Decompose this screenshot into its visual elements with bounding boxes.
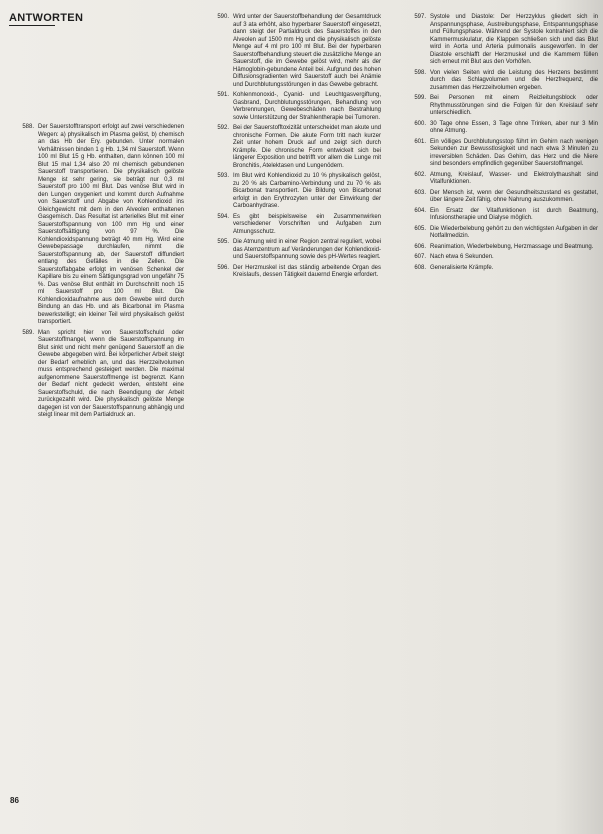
answer-text: Man spricht hier von Sauerstoffschuld oder Sauerstoffmangel, wenn die Sauerstoffspannung im Blut sinkt und nicht mehr genügend Sauerstoff an die Gewebe abgegeben wird. Bei körperlicher Arbeit steigt der Bedarf erheblich an, und das Herzzeitvolumen muss entsprechend gesteigert werden. Die maximal aufgenommene Sauerstoffmenge ist begrenzt. Kann der Bedarf nicht gedeckt werden, entsteht eine Sauerstoffschuld, die nach Beendigung der Arbeit zurückgezahlt wird. Die physikalisch gelöste Menge dagegen ist von der Sauerstoffspannung abhängig und steigt linear mit dem Partialdruck an. (38, 329, 185, 418)
answer-entry (199, 239, 381, 262)
answer-text: Generalisierte Krämpfe. (430, 264, 494, 271)
answer-text: Die Wiederbelebung gehört zu den wichtigsten Aufgaben in der Notfallmedizin. (430, 225, 598, 239)
page-number: 86 (10, 796, 19, 805)
answer-text: Reanimation, Wiederbelebung, Herzmassage und Beatmung. (430, 243, 594, 250)
answer-text: Systole und Diastole: Der Herzzyklus gliedert sich in Anspannungsphase, Austreibungsphase, Entspannungsphase und Füllungsphase. Während der Systole kontrahiert sich die Kammermuskulatur, die Klappen schließen sich und das Blut wird in Aorta und Arteria pulmonalis ausgeworfen. In der Diastole erschlafft der Herzmuskel und die Kammern füllen sich erneut mit Blut aus den Vorhöfen. (430, 14, 598, 65)
answer-number: 595. (217, 239, 229, 245)
answer-text: Im Blut wird Kohlendioxid zu 10 % physikalisch gelöst, zu 20 % als Carbamino-Verbindung und zu 70 % als Bicarbonat transportiert. Die Bildung von Bicarbonat erfolgt in den Erythrozyten unter der Einwirkung der Carboanhydrase. (233, 173, 381, 209)
answer-entry (396, 139, 598, 169)
answer-entry (396, 190, 598, 205)
answer-number: 602. (414, 171, 426, 178)
answer-text: Der Sauerstofftransport erfolgt auf zwei verschiedenen Wegen: a) physikalisch im Plasma gelöst, b) chemisch an das Hb der Ery. gebunden. Unter normalen Verhältnissen binden 1 g Hb. 1,34 ml Sauerstoff. Wenn 100 ml Blut 15 g Hb. enthalten, dann können 100 ml Blut 15 mal 1,34 also 20 ml chemisch gebundenen Sauerstoff transportieren. Die physikalisch gelöste Menge ist sehr gering, sie beträgt nur 0,3 ml Sauerstoff pro 100 ml Blut. Das venöse Blut wird in den Lungen oxygeniert und kommt durch Aufnahme von Sauerstoff und Abgabe von Kohlendioxid ins Gleichgewicht mit dem in den Alveolen enthaltenen Gasgemisch. Das Resultat ist arterielles Blut mit einer Sauerstoffspannung von 100 mm Hg und einer Sauerstoffsättigung von 97 %. Die Kohlendioxidspannung beträgt 40 mm Hg. Wird eine Gewebepassage durchlaufen, nimmt die Sauerstoffspannung ab, der Sauerstoff diffundiert entlang des Gefälles in die Zellen. Die Sauerstoffabgabe erfolgt im venösen Schenkel der Kapillare bis zu einem Sättigungsgrad von ungefähr 75 %. Das venöse Blut enthält im Durchschnitt noch 15 ml Sauerstoff pro 100 ml Blut. Die Kohlendioxidaufnahme aus dem Gewebe wird durch Bindung an das Hb. und als Bicarbonat im Plasma bewerkstelligt; ein kleiner Teil wird physikalisch gelöst transportiert. (38, 124, 184, 325)
answer-number: 594. (217, 213, 229, 220)
answer-text: Ein völliges Durchblutungsstop führt im Gehirn nach wenigen Sekunden zur Bewusstlosigkeit und nach etwa 3 Minuten zu irreversiblen Schäden. Das Gehirn, das Herz und die Niere sind besonders empfindlich gegenüber Sauerstoffmangel. (430, 138, 598, 167)
answer-number: 597. (414, 14, 426, 20)
answer-entry (396, 172, 598, 187)
answer-entry (199, 173, 381, 211)
answer-text: Wird unter der Sauerstoffbehandlung der Gesamtdruck auf 3 ata erhöht, also hyperbarer Sauerstoff eingesetzt, dann steigt der Partialdruck des Sauerstoffes in den Alveolen auf 1500 mm Hg und die physikalisch gelöste Menge auf 4 ml pro 100 ml Blut. Bei der hyperbaren Sauerstoffbehandlung steuert die zusätzliche Menge an Sauerstoff, die im Gewebe gelöst wird, mehr als der Hämoglobin-gebundene Anteil bei. Aufgrund des hohen Diffusionsgradienten wird Sauerstoff auch bei Anämie und Durchblutungsstörungen in das Gewebe gebracht. (233, 14, 381, 88)
answer-text: Bei der Sauerstofftoxizität unterscheidet man akute und chronische Formen. Die akute Form tritt nach kurzer Zeit unter hohem Druck auf und zeigt sich durch Krämpfe. Die chronische Form entwickelt sich bei längerer Exposition und betrifft vor allem die Lunge mit Bronchitis, Atelektasen und Lungenödem. (233, 125, 381, 169)
answer-entry (396, 254, 598, 262)
answer-entry (396, 226, 598, 241)
answer-number: 607. (414, 254, 426, 260)
answer-entry (396, 208, 598, 223)
column-right (396, 14, 598, 275)
column-left (4, 124, 184, 423)
answer-entry (4, 330, 184, 420)
answer-number: 589. (22, 329, 34, 336)
answer-number: 592. (217, 125, 229, 131)
answer-text: Es gibt beispielsweise ein Zusammenwirken verschiedener Vorschriften und Aufgaben zum Atmungsschutz. (233, 213, 381, 235)
answer-entry (396, 70, 598, 93)
answer-entry (199, 92, 381, 122)
answer-entry (396, 14, 598, 67)
answer-entry (4, 124, 184, 327)
answer-text: Der Mensch ist, wenn der Gesundheitszustand es gestattet, über längere Zeit fähig, ohne Nahrung auszukommen. (430, 189, 598, 203)
answer-number: 605. (414, 225, 426, 232)
answer-number: 598. (414, 69, 426, 76)
answer-text: Ein Ersatz der Vitalfunktionen ist durch Beatmung, Infusionstherapie und Dialyse möglich. (430, 207, 598, 221)
answer-text: Die Atmung wird in einer Region zentral reguliert, wobei das Atemzentrum auf Veränderungen der Kohlendioxid- und Sauerstoffspannung sowie des pH-Wertes reagiert. (233, 239, 381, 260)
answer-number: 604. (414, 207, 426, 214)
answer-text: Bei Personen mit einem Reizleitungsblock oder Rhythmusstörungen sind die Folgen für den Kreislauf sehr unterschiedlich. (430, 95, 598, 116)
answer-entry (396, 121, 598, 136)
answer-entry (199, 14, 381, 89)
answer-text: Atmung, Kreislauf, Wasser- und Elektrolythaushalt sind Vitalfunktionen. (430, 171, 598, 185)
answer-number: 596. (217, 264, 229, 271)
answer-number: 603. (414, 189, 426, 196)
answer-number: 599. (414, 95, 426, 101)
answer-entry (396, 244, 598, 252)
answer-entry (199, 265, 381, 280)
answer-number: 588. (22, 124, 34, 130)
answer-number: 600. (414, 120, 426, 127)
answer-entry (396, 265, 598, 273)
answer-number: 593. (217, 173, 229, 179)
answer-text: Kohlenmonoxid-, Cyanid- und Leuchtgasvergiftung, Gasbrand, Durchblutungsstörungen, Behandlung von Verbrennungen, Gewebeschäden nach Bestrahlung sowie Unterstützung der Strahlentherapie bei Tumoren. (233, 92, 381, 121)
answer-number: 606. (414, 243, 426, 250)
answer-entry (396, 95, 598, 118)
answer-text: Nach etwa 6 Sekunden. (430, 254, 494, 260)
answer-number: 601. (414, 138, 426, 145)
column-middle (199, 14, 381, 283)
answer-text: Der Herzmuskel ist das ständig arbeitende Organ des Kreislaufs, dessen Tätigkeit dauernd Energie erfordert. (233, 264, 381, 278)
section-header: ANTWORTEN (9, 12, 84, 24)
answer-text: Von vielen Seiten wird die Leistung des Herzens bestimmt durch das Schlagvolumen und die Herzfrequenz, die zusammen das Herzzeitvolumen ergeben. (430, 69, 598, 91)
answer-number: 608. (414, 264, 426, 271)
answer-text: 30 Tage ohne Essen, 3 Tage ohne Trinken, aber nur 3 Min ohne Atmung. (430, 120, 598, 134)
answer-entry (199, 214, 381, 237)
answer-number: 590. (217, 14, 229, 20)
answer-entry (199, 125, 381, 170)
answer-number: 591. (217, 92, 229, 98)
